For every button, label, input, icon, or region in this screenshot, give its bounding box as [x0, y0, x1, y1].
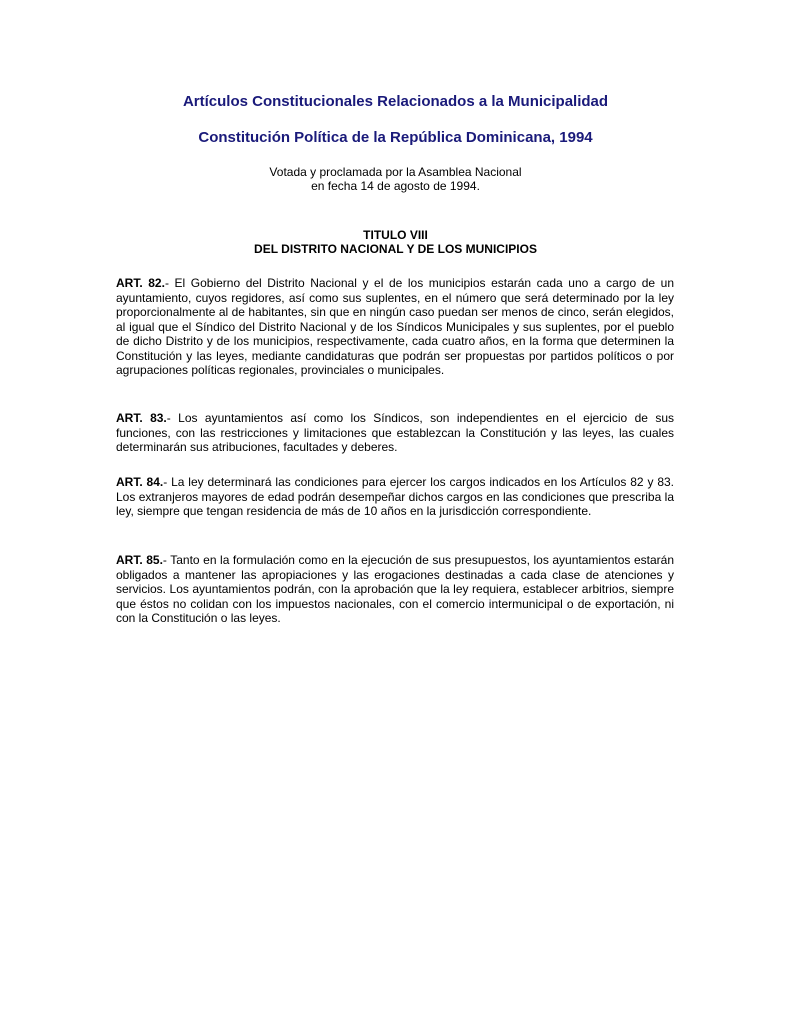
article-text: - Los ayuntamientos así como los Síndicos, son independientes en el ejercicio de sus funciones, con las restricciones y limitaciones que establezcan la Constitución y las leyes, las cuales determinarán sus atribuciones, facultades y deberes. [116, 411, 674, 454]
document-title: Artículos Constitucionales Relacionados a la Municipalidad [182, 93, 609, 110]
article-84 [116, 475, 674, 519]
article-text: - El Gobierno del Distrito Nacional y el de los municipios estarán cada uno a cargo de un ayuntamiento, cuyos regidores, así como sus suplentes, en el número que será determinado por la ley proporcionalmente al de habitantes, sin que en ningún caso puedan ser menos de cinco, serán elegidos, al igual que el Síndico del Distrito Nacional y de los Síndicos Municipales y sus suplentes, por el pueblo de dicho Distrito y de los municipios, respectivamente, cada cuatro años, en la forma que determinen la Constitución y las leyes, mediante candidaturas que podrán ser propuestas por partidos políticos o por agrupaciones políticas regionales, provinciales o municipales. [116, 276, 674, 377]
article-label: ART. 85. [116, 553, 163, 567]
article-85 [116, 553, 674, 626]
article-label: ART. 82. [116, 276, 165, 290]
section-title: TITULO VIII [363, 228, 428, 242]
section-subtitle: DEL DISTRITO NACIONAL Y DE LOS MUNICIPIOS [254, 242, 537, 256]
intro-line-2: en fecha 14 de agosto de 1994. [311, 179, 480, 193]
article-82 [116, 276, 674, 378]
document-subtitle: Constitución Política de la República Dominicana, 1994 [198, 129, 593, 146]
section-heading [0, 228, 791, 256]
intro-block [0, 165, 791, 193]
article-label: ART. 83. [116, 411, 167, 425]
article-label: ART. 84. [116, 475, 164, 489]
article-text: - La ley determinará las condiciones para ejercer los cargos indicados en los Artículos 82 y 83. Los extranjeros mayores de edad podrán desempeñar dichos cargos en las condiciones que prescriba la ley, siempre que tengan residencia de más de 10 años en la jurisdicción correspondiente. [116, 475, 674, 518]
intro-line-1: Votada y proclamada por la Asamblea Nacional [269, 165, 522, 179]
article-text: - Tanto en la formulación como en la ejecución de sus presupuestos, los ayuntamientos estarán obligados a mantener las apropiaciones y las erogaciones destinadas a cada clase de atenciones y servicios. Los ayuntamientos podrán, con la aprobación que la ley requiera, establecer arbitrios, siempre que éstos no colidan con los impuestos nacionales, con el comercio intermunicipal o de exportación, ni con la Constitución o las leyes. [116, 553, 674, 625]
article-83 [116, 411, 674, 455]
